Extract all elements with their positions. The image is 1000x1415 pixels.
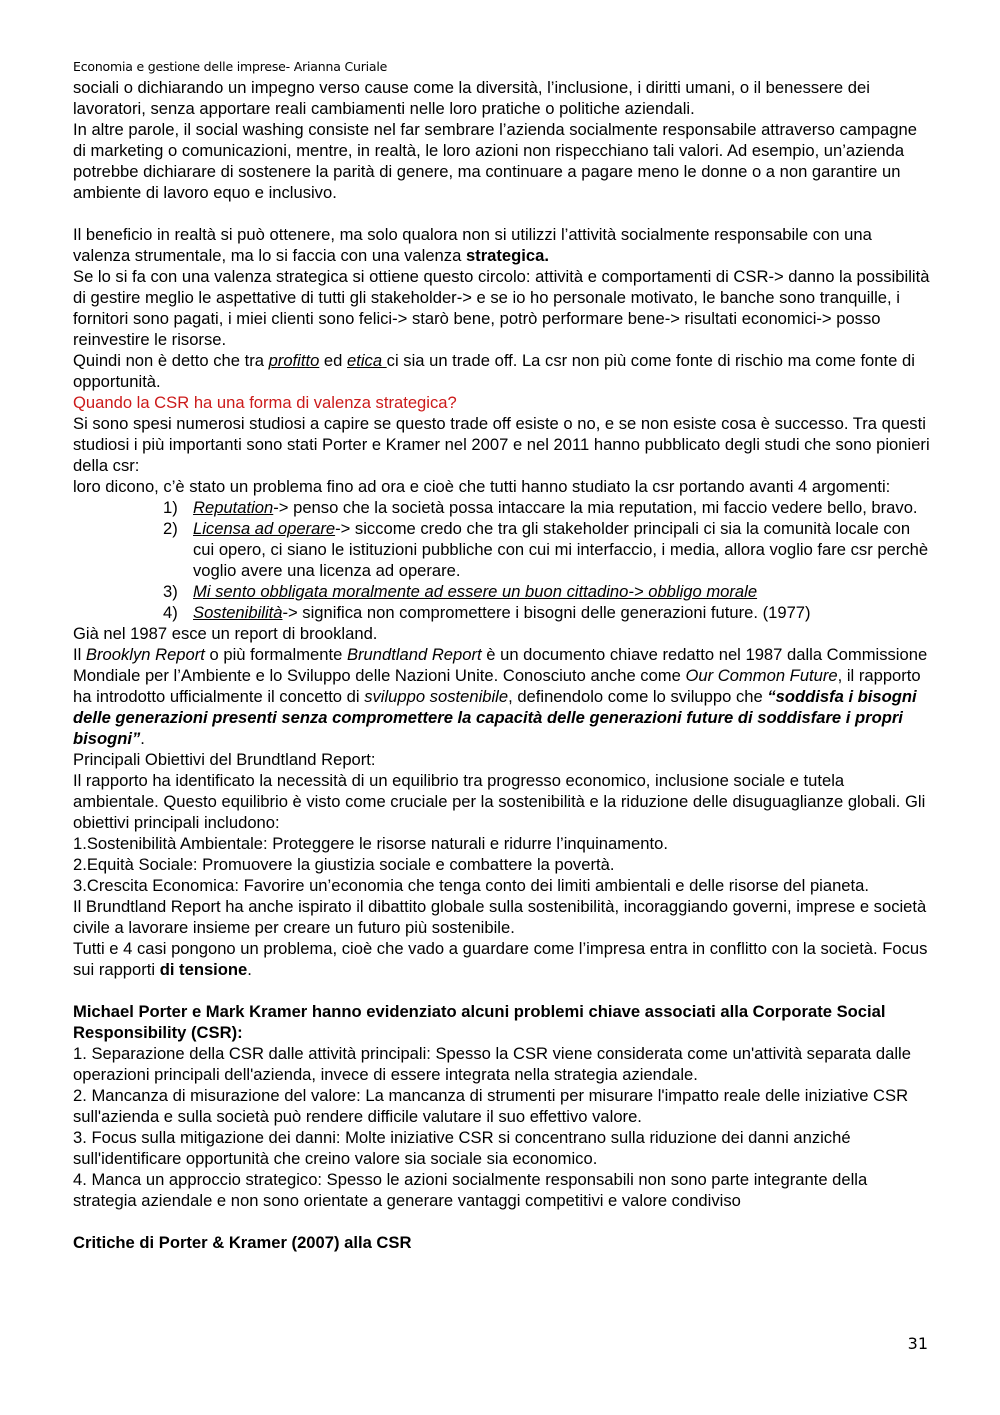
page-number: 31	[907, 1334, 928, 1353]
paragraph: Il rapporto ha identificato la necessità di un equilibrio tra progresso economico, inclusione sociale e tutela ambientale. Questo equilibrio è visto come cruciale per la sostenibilità e la riduzione delle disuguaglianze globali. Gli obiettivi principali includono:	[73, 771, 926, 832]
problem-item: 4. Manca un approccio strategico: Spesso le azioni socialmente responsabili non sono parte integrante della strategia aziendale e non sono orientate a generare vantaggi competitivi e valore condiviso	[73, 1170, 868, 1210]
paragraph: Il Brooklyn Report o più formalmente Brundtland Report è un documento chiave redatto nel 1987 dalla Commissione Mondiale per l’Ambiente e lo Sviluppo delle Nazioni Unite. Conosciuto anche come Our Common Future, il rapporto ha introdotto ufficialmente il concetto di sviluppo sostenibile, definendolo come lo sviluppo che “soddisfa i bisogni delle generazioni presenti senza compromettere la capacità delle generazioni future di soddisfare i propri bisogni”.	[73, 645, 928, 748]
paragraph: Il beneficio in realtà si può ottenere, ma solo qualora non si utilizzi l’attività socialmente responsabile con una valenza strumentale, ma lo si faccia con una valenza strategica.	[73, 225, 872, 265]
paragraph: Si sono spesi numerosi studiosi a capire se questo trade off esiste o no, e se non esiste cosa è successo. Tra questi studiosi i più importanti sono stati Porter e Kramer nel 2007 e nel 2011 hanno pubblicato degli studi che sono pionieri della csr:	[73, 414, 930, 475]
paragraph: Tutti e 4 casi pongono un problema, cioè che vado a guardare come l’impresa entra in conflitto con la società. Focus sui rapporti di tensione.	[73, 939, 928, 979]
problem-item: 1. Separazione della CSR dalle attività principali: Spesso la CSR viene considerata come un'attività separata dalle operazioni principali dell'azienda, invece di essere integrata nella strategia aziendale.	[73, 1044, 911, 1084]
objective-item: 2.Equità Sociale: Promuovere la giustizia sociale e combattere la povertà.	[73, 855, 615, 874]
list-item: 1) Reputation-> penso che la società possa intaccare la mia reputation, mi faccio vedere bello, bravo.	[163, 498, 918, 517]
section-heading-red: Quando la CSR ha una forma di valenza strategica?	[73, 393, 457, 412]
problem-item: 3. Focus sulla mitigazione dei danni: Molte iniziative CSR si concentrano sulla riduzione dei danni anziché sull'identificare opportunità che creino valore sia sociale sia economico.	[73, 1128, 851, 1168]
objective-item: 1.Sostenibilità Ambientale: Proteggere le risorse naturali e ridurre l’inquinamento.	[73, 834, 668, 853]
bold-text: strategica.	[465, 246, 549, 265]
problem-item: 2. Mancanza di misurazione del valore: La mancanza di strumenti per misurare l'impatto reale delle iniziative CSR sull'azienda e sulla società può rendere difficile valutare il suo effettivo valore.	[73, 1086, 909, 1126]
underlined-term: Reputation	[193, 498, 274, 517]
section-heading: Michael Porter e Mark Kramer hanno evidenziato alcuni problemi chiave associati alla Corporate Social Responsibility (CSR):	[73, 1002, 886, 1042]
list-item: 3) Mi sento obbligata moralmente ad essere un buon cittadino-> obbligo morale	[163, 582, 758, 601]
paragraph: Se lo si fa con una valenza strategica si ottiene questo circolo: attività e comportamenti di CSR-> danno la possibilità di gestire meglio le aspettative di tutti gli stakeholder-> e se io ho personale motivato, le banche sono tranquille, i fornitori sono pagati, i miei clienti sono felici-> starò bene, potrò performare bene-> risultati economici-> posso reinvestire le risorse.	[73, 267, 930, 349]
paragraph: Quindi non è detto che tra profitto ed etica ci sia un trade off. La csr non più come fonte di rischio ma come fonte di opportunità.	[73, 351, 915, 391]
list-item: 2) Licensa ad operare-> siccome credo che tra gli stakeholder principali ci sia la comunità locale con cui opero, ci siano le istituzioni pubbliche con cui mi interfaccio, i media, allora voglio fare csr perchè voglio avere una licenza ad operare.	[163, 519, 929, 580]
underlined-term: profitto	[268, 351, 320, 370]
paragraph: Principali Obiettivi del Brundtland Report:	[73, 750, 376, 769]
section-heading: Critiche di Porter & Kramer (2007) alla CSR	[73, 1233, 412, 1252]
numbered-list	[73, 497, 933, 623]
paragraph: sociali o dichiarando un impegno verso cause come la diversità, l’inclusione, i diritti umani, o il benessere dei lavoratori, senza apportare reali cambiamenti nelle loro pratiche o politiche aziendali.	[73, 78, 870, 118]
paragraph: Il Brundtland Report ha anche ispirato il dibattito globale sulla sostenibilità, incoraggiando governi, imprese e società civile a lavorare insieme per creare un futuro più sostenibile.	[73, 897, 927, 937]
underlined-term: Sostenibilità	[193, 603, 283, 622]
paragraph: Già nel 1987 esce un report di brookland.	[73, 624, 378, 643]
objective-item: 3.Crescita Economica: Favorire un’economia che tenga conto dei limiti ambientali e delle risorse del pianeta.	[73, 876, 869, 895]
underlined-term: Licensa ad operare	[193, 519, 336, 538]
paragraph: loro dicono, c’è stato un problema fino ad ora e cioè che tutti hanno studiato la csr portando avanti 4 argomenti:	[73, 477, 891, 496]
underlined-term: Mi sento obbligata moralmente ad essere un buon cittadino-> obbligo morale	[193, 582, 758, 601]
page-content	[73, 77, 933, 1253]
underlined-term: etica	[347, 351, 387, 370]
list-item: 4) Sostenibilità-> significa non compromettere i bisogni delle generazioni future. (1977)	[163, 603, 811, 622]
paragraph: In altre parole, il social washing consiste nel far sembrare l’azienda socialmente responsabile attraverso campagne di marketing o comunicazioni, mentre, in realtà, le loro azioni non rispecchiano tali valori. Ad esempio, un’azienda potrebbe dichiarare di sostenere la parità di genere, ma continuare a pagare meno le donne o a non garantire un ambiente di lavoro equo e inclusivo.	[73, 120, 917, 202]
definition-quote: “soddisfa i bisogni delle generazioni presenti senza compromettere la capacità delle generazioni future di soddisfare i propri bisogni”	[73, 687, 917, 748]
page-header: Economia e gestione delle imprese- Arianna Curiale	[73, 59, 388, 74]
